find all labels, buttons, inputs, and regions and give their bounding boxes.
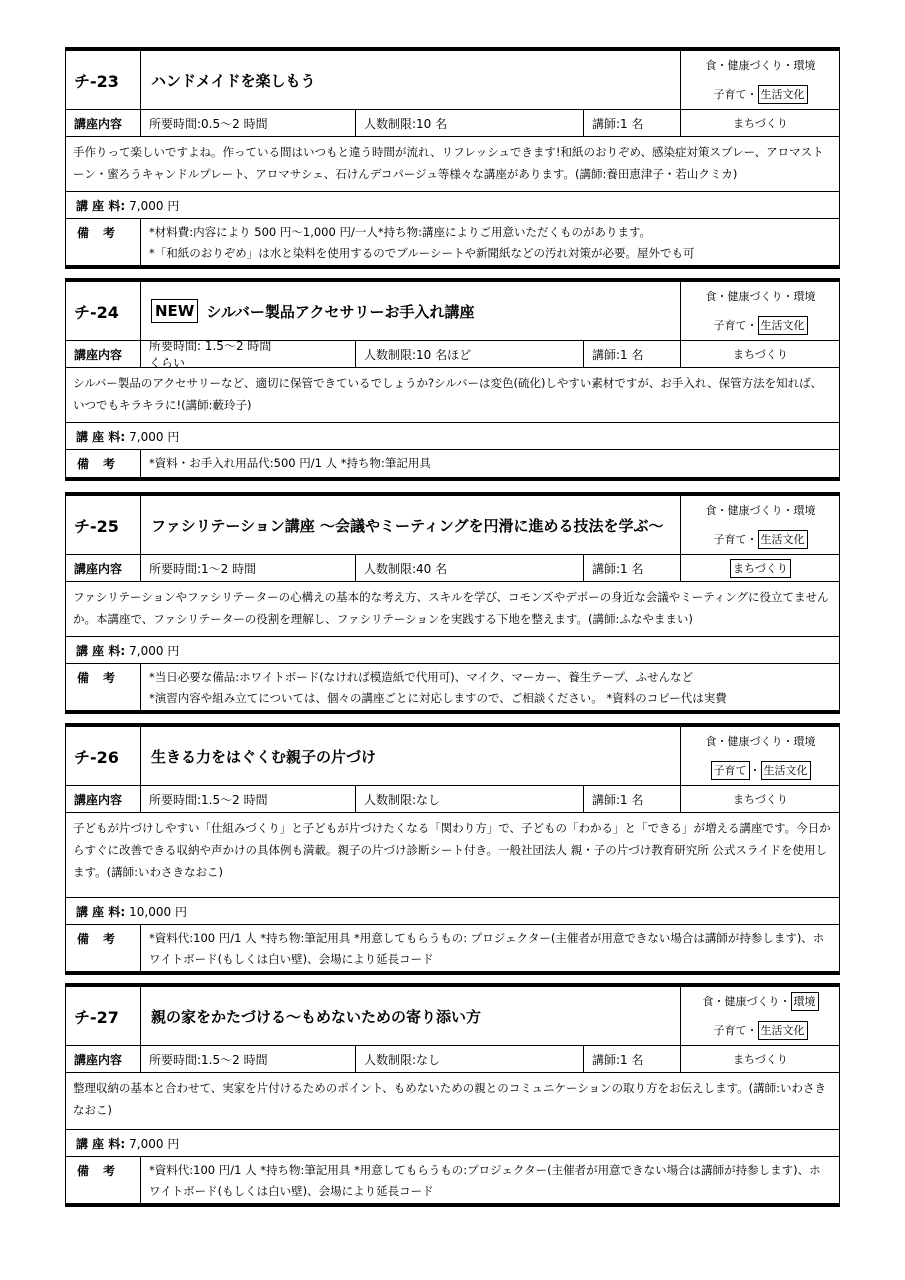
fee-label: 講 座 料: — [76, 1136, 126, 1151]
new-badge: NEW — [151, 299, 198, 323]
category-environment: 環境 — [793, 290, 816, 304]
instructor-count: 講師:1 名 — [583, 555, 680, 581]
course-title-text: 親の家をかたづける〜もめないための寄り添い方 — [151, 1007, 482, 1026]
category-childcare: 子育て — [713, 87, 747, 101]
instructor-count: 講師:1 名 — [583, 110, 680, 136]
category-line-3 — [733, 346, 788, 362]
capacity: 人数制限:なし — [355, 1046, 583, 1072]
course-card — [65, 492, 840, 714]
notes — [140, 450, 840, 477]
course-code: チ-26 — [74, 747, 119, 767]
course-code: チ-27 — [74, 1007, 119, 1027]
category-line-2: 子育て・ 生活文化 — [714, 1022, 808, 1038]
category-childcare: 子育て — [713, 318, 747, 332]
category-community: まちづくり — [733, 792, 788, 806]
instructor-count: 講師:1 名 — [583, 786, 680, 812]
notes-label: 備 考 — [77, 932, 116, 946]
notes-label: 備 考 — [77, 1164, 116, 1178]
category-community: まちづくり — [733, 116, 788, 130]
category-lifestyle-culture: 生活文化 — [758, 1021, 808, 1040]
notes-label: 備 考 — [77, 457, 116, 471]
instructor-count: 講師:1 名 — [583, 1046, 680, 1072]
category-childcare: 子育て — [713, 1023, 747, 1037]
category-line-3 — [733, 115, 788, 131]
note-line: *資料代:100 円/1 人 *持ち物:筆記用具 *用意してもらうもの: プロジェクター(主催者が用意できない場合は講師が持参します)、ホワイトボード(もしくは白い壁)、会場により延長コード — [149, 931, 825, 966]
fee-label: 講 座 料: — [76, 904, 126, 919]
category-line-2: 子育て・ 生活文化 — [714, 531, 808, 547]
course-code: チ-24 — [74, 302, 119, 322]
capacity: 人数制限:10 名 — [355, 110, 583, 136]
course-description: 子どもが片づけしやすい「仕組みづくり」と子どもが片づけたくなる「関わり方」で、子どもの「わかる」と「できる」が増える講座です。今日からすぐに改善できる収納や声かけの具体例も満載。親子の片づけ診断シート付き。一般社団法人 親・子の片づけ教育研究所 公式スライドを使用します。(講師:いわさきなおこ) — [73, 821, 831, 879]
category-line-3 — [733, 1051, 788, 1067]
category-box — [680, 282, 840, 368]
category-community: まちづくり — [733, 1052, 788, 1066]
category-line-1: 食・健康づくり・環境 — [705, 504, 816, 518]
category-environment: 環境 — [793, 504, 816, 518]
duration: 所要時間:1〜2 時間 — [140, 555, 280, 581]
course-card — [65, 47, 840, 269]
note-line: *当日必要な備品:ホワイトボード(なければ模造紙で代用可)、マイク、マーカー、養生テープ、ふせんなど — [149, 670, 694, 684]
notes — [140, 664, 840, 710]
fee-value: 7,000 円 — [129, 1136, 180, 1151]
duration: 所要時間:1.5〜2 時間 — [140, 1046, 280, 1072]
category-box — [680, 987, 840, 1073]
category-lifestyle-culture: 生活文化 — [758, 316, 808, 335]
category-line-1: 食・健康づくり・環境 — [705, 59, 816, 73]
category-lifestyle-culture: 生活文化 — [758, 85, 808, 104]
course-fee — [65, 898, 840, 924]
content-label: 講座内容 — [74, 1052, 123, 1067]
category-line-2: 子育て ・ 生活文化 — [711, 762, 811, 778]
category-childcare: 子育て — [713, 532, 747, 546]
category-lifestyle-culture: 生活文化 — [761, 761, 811, 780]
content-label: 講座内容 — [74, 116, 123, 131]
course-title-text: ファシリテーション講座 〜会議やミーティングを円滑に進める技法を学ぶ〜 — [151, 516, 664, 535]
category-environment: 環境 — [793, 59, 816, 73]
category-line-3 — [733, 791, 788, 807]
content-label: 講座内容 — [74, 561, 123, 576]
course-title-text: ハンドメイドを楽しもう — [151, 71, 316, 90]
course-card — [65, 723, 840, 975]
note-line: *資料・お手入れ用品代:500 円/1 人 *持ち物:筆記用具 — [149, 456, 431, 470]
category-box — [680, 51, 840, 137]
fee-value: 7,000 円 — [129, 198, 180, 213]
duration: 所要時間: 1.5〜2 時間くらい — [140, 341, 280, 367]
course-fee — [65, 1130, 840, 1156]
notes-label: 備 考 — [77, 226, 116, 240]
note-line: *資料代:100 円/1 人 *持ち物:筆記用具 *用意してもらうもの:プロジェクター(主催者が用意できない場合は講師が持参します)、ホワイトボード(もしくは白い壁)、会場により延長コード — [149, 1163, 821, 1198]
category-line-1: 食・健康づくり・ 環境 — [703, 993, 819, 1009]
course-card — [65, 278, 840, 481]
fee-value: 7,000 円 — [129, 643, 180, 658]
course-fee — [65, 423, 840, 449]
fee-value: 7,000 円 — [129, 429, 180, 444]
category-environment: 環境 — [791, 992, 819, 1011]
course-fee — [65, 192, 840, 218]
course-title-text: シルバー製品アクセサリーお手入れ講座 — [206, 302, 475, 321]
course-description: 手作りって楽しいですよね。作っている間はいつもと違う時間が流れ、リフレッシュできます!和紙のおりぞめ、感染症対策スプレー、アロマストーン・蜜ろうキャンドルプレート、アロマサシェ、石けんデコパージュ等様々な講座があります。(講師:養田恵津子・若山クミカ) — [73, 145, 824, 181]
course-description: 整理収納の基本と合わせて、実家を片付けるためのポイント、もめないための親とのコミュニケーションの取り方をお伝えします。(講師:いわさきなおこ) — [73, 1081, 826, 1117]
notes — [140, 1157, 840, 1203]
capacity: 人数制限:40 名 — [355, 555, 583, 581]
fee-label: 講 座 料: — [76, 643, 126, 658]
note-line: *材料費:内容により 500 円〜1,000 円/一人*持ち物:講座によりご用意いただくものがあります。 — [149, 225, 652, 239]
category-line-2: 子育て・ 生活文化 — [714, 317, 808, 333]
notes — [140, 219, 840, 265]
fee-label: 講 座 料: — [76, 429, 126, 444]
category-community: まちづくり — [730, 559, 791, 578]
category-line-1: 食・健康づくり・環境 — [705, 735, 816, 749]
notes — [140, 925, 840, 971]
course-description: シルバー製品のアクセサリーなど、適切に保管できているでしょうか?シルバーは変色(硫化)しやすい素材ですが、お手入れ、保管方法を知れば、いつでもキラキラに!(講師:藪玲子) — [73, 376, 823, 412]
course-title — [140, 282, 680, 340]
course-title — [140, 727, 680, 785]
note-line: *演習内容や組み立てについては、個々の講座ごとに対応しますので、ご相談ください。 *資料のコピー代は実費 — [149, 691, 727, 705]
course-code: チ-23 — [74, 71, 119, 91]
course-title — [140, 987, 680, 1045]
fee-value: 10,000 円 — [129, 904, 187, 919]
category-line-2: 子育て・ 生活文化 — [714, 86, 808, 102]
category-community: まちづくり — [733, 347, 788, 361]
instructor-count: 講師:1 名 — [583, 341, 680, 367]
category-line-1: 食・健康づくり・環境 — [705, 290, 816, 304]
category-box — [680, 496, 840, 582]
category-line-3 — [730, 560, 791, 576]
capacity: 人数制限:10 名ほど — [355, 341, 583, 367]
capacity: 人数制限:なし — [355, 786, 583, 812]
course-description: ファシリテーションやファシリテーターの心構えの基本的な考え方、スキルを学び、コモンズやデポーの身近な会議やミーティングに役立てませんか。本講座で、ファシリテーターの役割を理解し、ファシリテーションを実践する下地を整えます。(講師:ふなやままい) — [73, 590, 829, 626]
note-line: *「和紙のおりぞめ」は水と染料を使用するのでブルーシートや新聞紙などの汚れ対策が必要。屋外でも可 — [149, 246, 695, 260]
notes-label: 備 考 — [77, 671, 116, 685]
content-label: 講座内容 — [74, 347, 123, 362]
course-title — [140, 496, 680, 554]
duration: 所要時間:0.5〜2 時間 — [140, 110, 280, 136]
content-label: 講座内容 — [74, 792, 123, 807]
category-lifestyle-culture: 生活文化 — [758, 530, 808, 549]
course-title-text: 生きる力をはぐくむ親子の片づけ — [151, 747, 377, 766]
course-code: チ-25 — [74, 516, 119, 536]
category-childcare: 子育て — [711, 761, 750, 780]
category-box — [680, 727, 840, 813]
course-fee — [65, 637, 840, 663]
category-environment: 環境 — [793, 735, 816, 749]
course-card — [65, 983, 840, 1207]
fee-label: 講 座 料: — [76, 198, 126, 213]
duration: 所要時間:1.5〜2 時間 — [140, 786, 280, 812]
course-title — [140, 51, 680, 109]
